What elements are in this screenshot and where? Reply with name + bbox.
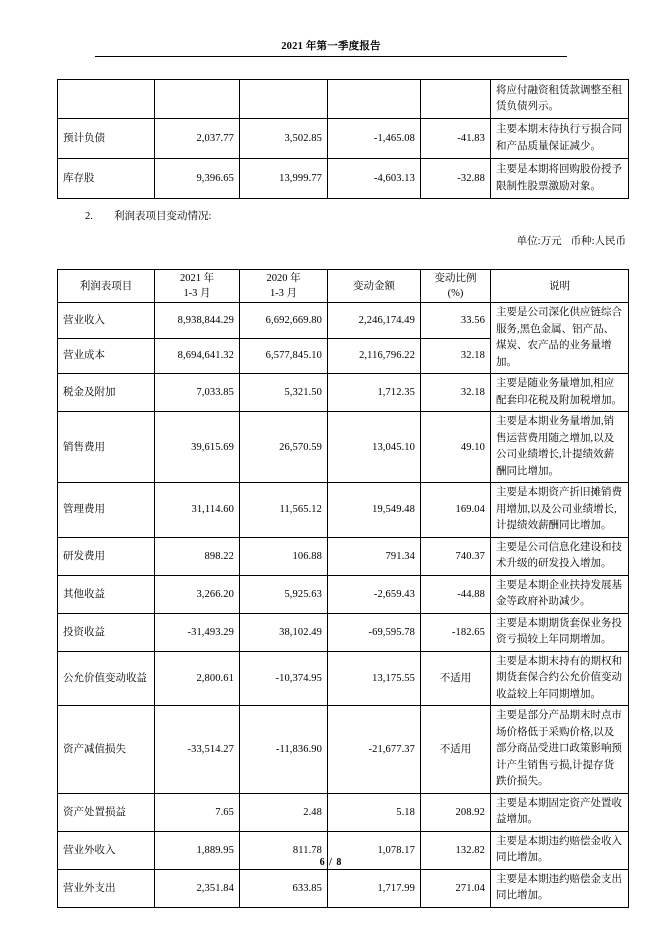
- cell-year-2020: -10,374.95: [240, 651, 328, 706]
- cell-year-2021: -31,493.29: [155, 613, 240, 651]
- cell-year-2020: 5,321.50: [240, 374, 328, 412]
- cell-change-amount: 5.18: [328, 793, 421, 831]
- cell-item: 营业成本: [58, 338, 155, 374]
- document-header: [95, 40, 567, 57]
- cell-year-2021: 898.22: [155, 537, 240, 575]
- cell-year-2020: 3,502.85: [240, 119, 328, 159]
- cell-year-2021: 8,938,844.29: [155, 303, 240, 339]
- table-row: [58, 303, 629, 339]
- income-statement-table-wrapper: [57, 269, 629, 908]
- header-item: 利润表项目: [58, 270, 155, 303]
- cell-item: 管理费用: [58, 483, 155, 538]
- cell-note: 主要本期末待执行亏损合同和产品质量保证减少。: [491, 119, 629, 159]
- cell-note: 主要是本期企业扶持发展基金等政府补助减少。: [491, 575, 629, 613]
- cell-year-2021: 3,266.20: [155, 575, 240, 613]
- cell-year-2020: 11,565.12: [240, 483, 328, 538]
- cell-item: 资产减值损失: [58, 706, 155, 794]
- cell-change-amount: -1,465.08: [328, 119, 421, 159]
- cell-change-pct: 不适用: [421, 651, 491, 706]
- header-year-2020: [240, 270, 328, 303]
- cell-change-pct: -32.88: [421, 159, 491, 199]
- cell-change-pct: 169.04: [421, 483, 491, 538]
- cell-change-pct: 不适用: [421, 706, 491, 794]
- table-row: [58, 119, 629, 159]
- cell-change-pct: 32.18: [421, 338, 491, 374]
- cell-note: 主要是本期违约赔偿金收入同比增加。: [491, 831, 629, 869]
- cell-change-amount: -4,603.13: [328, 159, 421, 199]
- cell-change-amount: [328, 80, 421, 119]
- cell-year-2021: 8,694,641.32: [155, 338, 240, 374]
- cell-change-amount: -2,659.43: [328, 575, 421, 613]
- cell-change-pct: 132.82: [421, 831, 491, 869]
- cell-note: 主要是本期将回购股份授予限制性股票激励对象。: [491, 159, 629, 199]
- header-change-pct: [421, 270, 491, 303]
- cell-note: 主要是本期违约赔偿金支出同比增加。: [491, 869, 629, 907]
- cell-change-amount: 13,045.10: [328, 412, 421, 483]
- unit-label: 单位:万元: [516, 236, 562, 247]
- cell-change-amount: 2,116,796.22: [328, 338, 421, 374]
- cell-note: 主要是公司信息化建设和技术升级的研发投入增加。: [491, 537, 629, 575]
- income-statement-table: [57, 269, 629, 908]
- cell-change-amount: -69,595.78: [328, 613, 421, 651]
- cell-year-2021: 7,033.85: [155, 374, 240, 412]
- cell-note: 主要是本期固定资产处置收益增加。: [491, 793, 629, 831]
- cell-note: 主要是随业务量增加,相应配套印花税及附加税增加。: [491, 374, 629, 412]
- cell-year-2021: -33,514.27: [155, 706, 240, 794]
- cell-item: [58, 80, 155, 119]
- table-header-row: [58, 270, 629, 303]
- cell-note: 主要是部分产品期末时点市场价格低于采购价格,以及部分商品受进口政策影响预计产生销售亏损,计提存货跌价损失。: [491, 706, 629, 794]
- cell-year-2020: 811.78: [240, 831, 328, 869]
- header-change-amount: 变动金额: [328, 270, 421, 303]
- cell-change-amount: 13,175.55: [328, 651, 421, 706]
- table-row: [58, 651, 629, 706]
- header-year-2020-line2: 1-3 月: [269, 288, 298, 299]
- header-year-2021-line2: 1-3 月: [183, 288, 211, 299]
- cell-item: 资产处置损益: [58, 793, 155, 831]
- cell-year-2021: [155, 80, 240, 119]
- header-year-2021-line1: 2021 年: [179, 273, 215, 284]
- currency-label: 币种:人民币: [570, 236, 626, 247]
- cell-year-2021: 1,889.95: [155, 831, 240, 869]
- cell-item: 预计负债: [58, 119, 155, 159]
- balance-sheet-continued-table: [57, 79, 629, 199]
- cell-year-2021: 2,037.77: [155, 119, 240, 159]
- document-header-title: 2021 年第一季度报告: [281, 41, 381, 52]
- cell-change-amount: 1,712.35: [328, 374, 421, 412]
- table-row: [58, 537, 629, 575]
- cell-year-2020: -11,836.90: [240, 706, 328, 794]
- cell-note: 主要是本期资产折旧摊销费用增加,以及公司业绩增长,计提绩效薪酬同比增加。: [491, 483, 629, 538]
- cell-year-2021: 7.65: [155, 793, 240, 831]
- cell-change-pct: 271.04: [421, 869, 491, 907]
- cell-change-pct: 208.92: [421, 793, 491, 831]
- table-row: [58, 793, 629, 831]
- cell-year-2020: 2.48: [240, 793, 328, 831]
- cell-change-pct: -182.65: [421, 613, 491, 651]
- table-row: [58, 869, 629, 907]
- cell-item: 其他收益: [58, 575, 155, 613]
- section-title: 利润表项目变动情况:: [114, 211, 212, 222]
- table-row: [58, 575, 629, 613]
- page-number: 6 / 8: [319, 857, 343, 868]
- cell-note: 将应付融资租赁款调整至租赁负债列示。: [491, 80, 629, 119]
- cell-change-pct: 32.18: [421, 374, 491, 412]
- section-block: [57, 207, 628, 252]
- cell-change-amount: -21,677.37: [328, 706, 421, 794]
- cell-year-2021: 2,351.84: [155, 869, 240, 907]
- cell-year-2020: 6,577,845.10: [240, 338, 328, 374]
- header-change-pct-line1: 变动比例: [434, 273, 477, 284]
- cell-item: 营业外支出: [58, 869, 155, 907]
- cell-year-2020: 106.88: [240, 537, 328, 575]
- cell-year-2020: 13,999.77: [240, 159, 328, 199]
- cell-year-2020: 26,570.59: [240, 412, 328, 483]
- cell-change-pct: -41.83: [421, 119, 491, 159]
- table-row: [58, 706, 629, 794]
- table-row: [58, 613, 629, 651]
- header-note: 说明: [491, 270, 629, 303]
- header-year-2020-line1: 2020 年: [266, 273, 301, 284]
- cell-year-2020: 5,925.63: [240, 575, 328, 613]
- header-year-2021: [155, 270, 240, 303]
- cell-year-2021: 2,800.61: [155, 651, 240, 706]
- table-row: [58, 159, 629, 199]
- header-divider: [95, 56, 567, 57]
- cell-note: 主要是本期期货套保业务投资亏损较上年同期增加。: [491, 613, 629, 651]
- table-row: [58, 412, 629, 483]
- cell-year-2020: 6,692,669.80: [240, 303, 328, 339]
- cell-change-amount: 19,549.48: [328, 483, 421, 538]
- cell-item: 研发费用: [58, 537, 155, 575]
- header-change-pct-line2: (%): [447, 288, 464, 299]
- cell-year-2020: 38,102.49: [240, 613, 328, 651]
- section-heading: [57, 207, 628, 227]
- table-row: [58, 483, 629, 538]
- cell-note-merged: 主要是公司深化供应链综合服务,黑色金属、铝产品、煤炭、农产品的业务量增加。: [491, 303, 629, 374]
- cell-item: 投资收益: [58, 613, 155, 651]
- cell-change-amount: 1,078.17: [328, 831, 421, 869]
- cell-change-pct: 740.37: [421, 537, 491, 575]
- cell-item: 库存股: [58, 159, 155, 199]
- cell-item: 营业外收入: [58, 831, 155, 869]
- cell-year-2021: 31,114.60: [155, 483, 240, 538]
- cell-change-pct: [421, 80, 491, 119]
- cell-item: 税金及附加: [58, 374, 155, 412]
- cell-year-2020: 633.85: [240, 869, 328, 907]
- cell-year-2021: 9,396.65: [155, 159, 240, 199]
- cell-year-2021: 39,615.69: [155, 412, 240, 483]
- cell-item: 营业收入: [58, 303, 155, 339]
- table-row: [58, 374, 629, 412]
- cell-item: 销售费用: [58, 412, 155, 483]
- cell-year-2020: [240, 80, 328, 119]
- table-row: [58, 80, 629, 119]
- cell-change-pct: 49.10: [421, 412, 491, 483]
- cell-note: 主要是本期末持有的期权和期货套保合约公允价值变动收益较上年同期增加。: [491, 651, 629, 706]
- section-number: 2.: [85, 211, 93, 222]
- cell-change-amount: 2,246,174.49: [328, 303, 421, 339]
- cell-change-pct: -44.88: [421, 575, 491, 613]
- cell-note: 主要是本期业务量增加,销售运营费用随之增加,以及公司业绩增长,计提绩效薪酬同比增加。: [491, 412, 629, 483]
- cell-change-pct: 33.56: [421, 303, 491, 339]
- balance-sheet-continued-table-wrapper: [57, 79, 629, 199]
- cell-item: 公允价值变动收益: [58, 651, 155, 706]
- cell-change-amount: 1,717.99: [328, 869, 421, 907]
- cell-change-amount: 791.34: [328, 537, 421, 575]
- unit-currency-line: [57, 232, 628, 252]
